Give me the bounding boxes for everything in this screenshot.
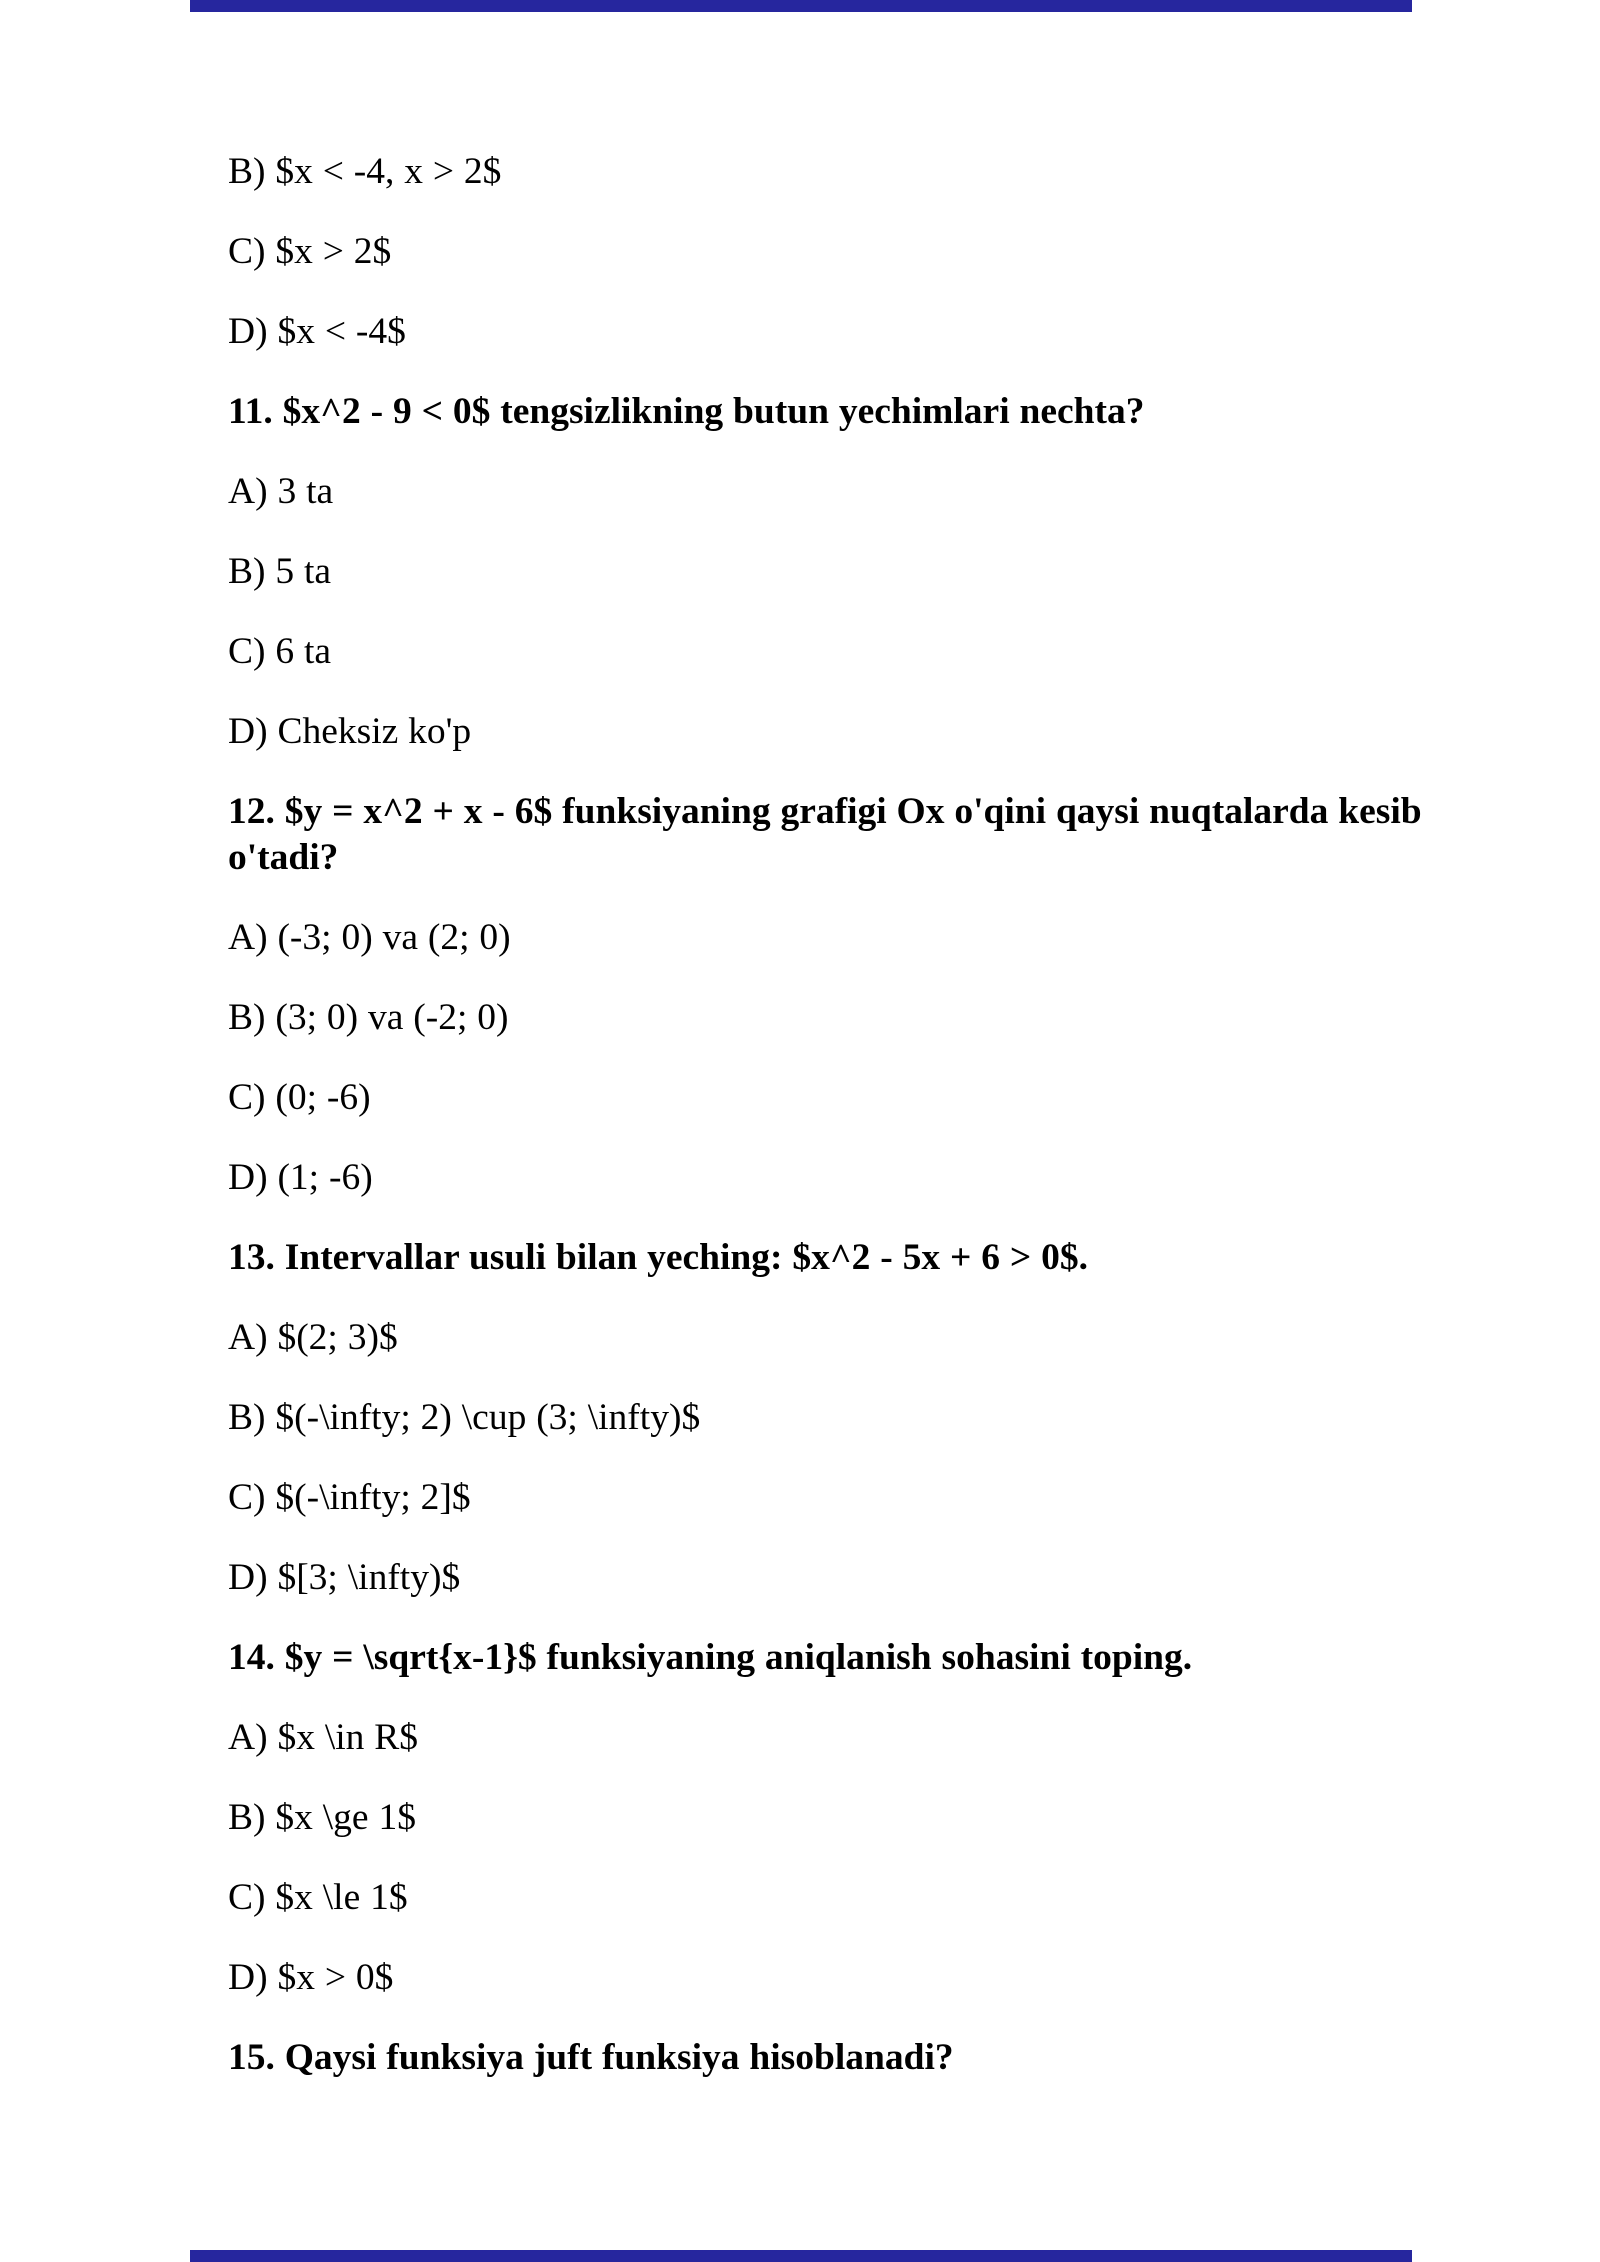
option-text: D) $x > 0$ [228, 1957, 394, 1998]
page-top-border-bar [190, 0, 1412, 12]
option-text: C) $x \le 1$ [228, 1877, 408, 1918]
option-text: B) (3; 0) va (-2; 0) [228, 997, 509, 1038]
option-text: A) 3 ta [228, 471, 334, 512]
option-text: C) (0; -6) [228, 1077, 371, 1118]
option-text: C) 6 ta [228, 631, 332, 672]
option-text: D) $[3; \infty)$ [228, 1557, 461, 1598]
question-text: 15. Qaysi funksiya juft funksiya hisoblanadi? [228, 2037, 954, 2078]
option-text: B) $(-\infty; 2) \cup (3; \infty)$ [228, 1397, 701, 1438]
option-text: B) $x < -4, x > 2$ [228, 151, 502, 192]
option-text: C) $x > 2$ [228, 231, 392, 272]
option-text: A) (-3; 0) va (2; 0) [228, 917, 511, 958]
option-text: A) $(2; 3)$ [228, 1317, 398, 1358]
page-bottom-border-bar [190, 2250, 1412, 2262]
option-text: A) $x \in R$ [228, 1717, 419, 1758]
question-text: 13. Intervallar usuli bilan yeching: $x^2 - 5x + 6 > 0$. [228, 1237, 1089, 1278]
option-text: B) $x \ge 1$ [228, 1797, 416, 1838]
option-text: C) $(-\infty; 2]$ [228, 1477, 471, 1518]
question-text: 12. $y = x^2 + x - 6$ funksiyaning grafigi Ox o'qini qaysi nuqtalarda kesib o'tadi? [228, 791, 1422, 878]
option-text: D) Cheksiz ko'p [228, 711, 472, 752]
quiz-content [228, 149, 1468, 2115]
option-text: B) 5 ta [228, 551, 332, 592]
question-text: 11. $x^2 - 9 < 0$ tengsizlikning butun yechimlari nechta? [228, 391, 1145, 432]
option-text: D) $x < -4$ [228, 311, 406, 352]
question-text: 14. $y = \sqrt{x-1}$ funksiyaning aniqlanish sohasini toping. [228, 1637, 1193, 1678]
option-text: D) (1; -6) [228, 1157, 373, 1198]
